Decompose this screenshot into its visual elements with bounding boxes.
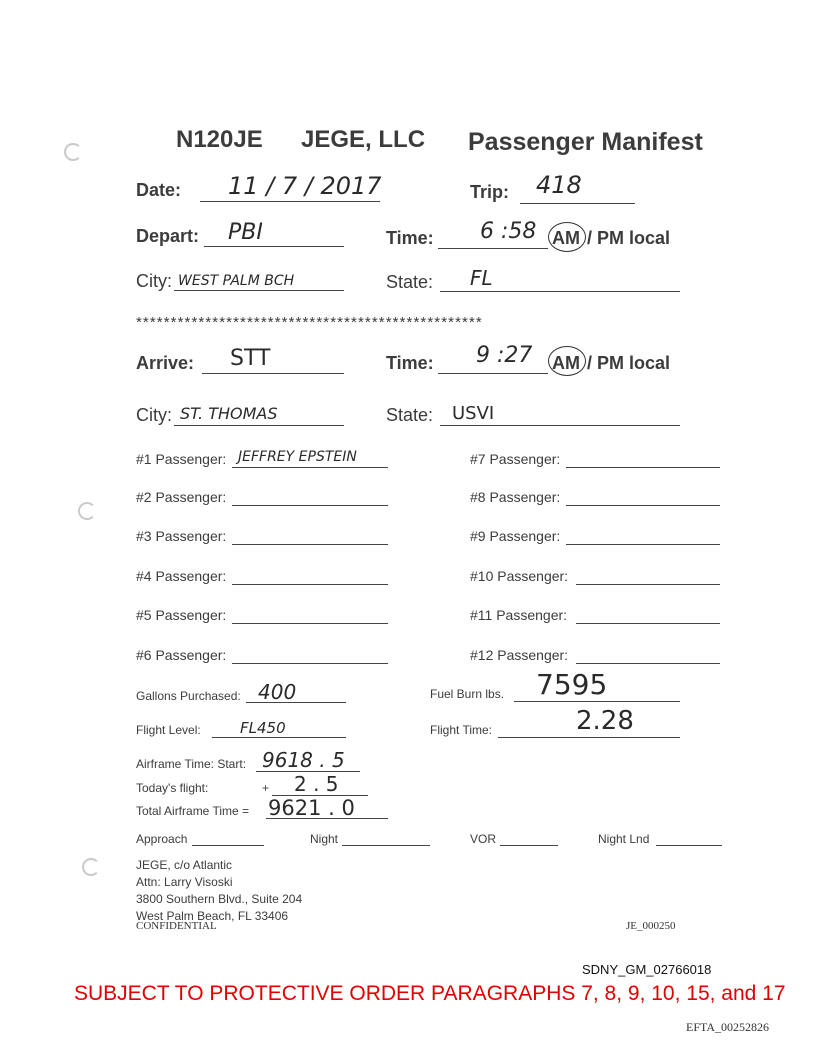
arrive-city-value: ST. THOMAS — [180, 404, 278, 423]
company-name: JEGE, LLC — [301, 126, 426, 153]
today-flight-value: 2 . 5 — [294, 772, 339, 796]
passenger-5-label: #5 Passenger: — [136, 607, 227, 623]
arrive-city-label: City: — [136, 405, 172, 425]
passenger-1-label: #1 Passenger: — [136, 451, 227, 467]
gallons-label: Gallons Purchased: — [136, 689, 241, 703]
address-line-2: Attn: Larry Visoski — [136, 875, 233, 889]
today-flight-label: Today's flight: — [136, 781, 209, 795]
passenger-4-label: #4 Passenger: — [136, 568, 227, 584]
protective-order-notice: SUBJECT TO PROTECTIVE ORDER PARAGRAPHS 7, 8, 9, 10, 15, and 17 — [74, 982, 786, 1005]
depart-value: PBI — [228, 220, 263, 245]
passenger-8-label: #8 Passenger: — [470, 489, 561, 505]
passenger-3-label: #3 Passenger: — [136, 528, 227, 544]
airframe-start-value: 9618 . 5 — [262, 748, 345, 772]
arrive-state-label: State: — [386, 405, 434, 425]
passenger-6-label: #6 Passenger: — [136, 647, 227, 663]
fuel-burn-value: 7595 — [536, 668, 608, 701]
passenger-10-label: #10 Passenger: — [470, 568, 569, 584]
depart-time-label: Time: — [386, 228, 434, 248]
flight-time-label: Flight Time: — [430, 723, 493, 737]
confidential-stamp: CONFIDENTIAL — [136, 920, 217, 932]
efta-number: EFTA_00252826 — [686, 1020, 770, 1034]
address-line-1: JEGE, c/o Atlantic — [136, 858, 233, 872]
airframe-start-label: Airframe Time: Start: — [136, 757, 247, 771]
form-title: Passenger Manifest — [468, 128, 703, 156]
passenger-9-label: #9 Passenger: — [470, 528, 561, 544]
arrive-am: AM — [552, 353, 580, 373]
address-line-4: West Palm Beach, FL 33406 — [136, 909, 289, 923]
date-value: 11 / 7 / 2017 — [228, 172, 382, 200]
depart-label: Depart: — [136, 226, 200, 246]
depart-pm-local: / PM local — [587, 228, 671, 248]
arrive-pm-local: / PM local — [587, 353, 671, 373]
flight-time-value: 2.28 — [576, 706, 634, 736]
total-airframe-label: Total Airframe Time = — [136, 804, 250, 818]
flight-level-label: Flight Level: — [136, 723, 201, 737]
sdny-number: SDNY_GM_02766018 — [582, 962, 712, 977]
arrive-value: STT — [230, 346, 271, 371]
passenger-2-label: #2 Passenger: — [136, 489, 227, 505]
depart-city-label: City: — [136, 271, 172, 291]
trip-value: 418 — [536, 171, 582, 199]
arrive-time-value: 9 :27 — [476, 343, 533, 368]
tail-number: N120JE — [176, 126, 263, 153]
passenger-7-label: #7 Passenger: — [470, 451, 561, 467]
today-flight-plus: + — [262, 781, 270, 795]
depart-city-value: WEST PALM BCH — [178, 273, 295, 289]
arrive-time-label: Time: — [386, 353, 434, 373]
passenger-11-label: #11 Passenger: — [470, 607, 568, 623]
trip-label: Trip: — [470, 182, 509, 202]
depart-am: AM — [552, 228, 580, 248]
depart-time-value: 6 :58 — [480, 219, 537, 244]
punch-hole-bottom — [82, 858, 100, 876]
passenger-12-label: #12 Passenger: — [470, 647, 569, 663]
separator: ************************************************** — [136, 314, 483, 331]
passenger-1-value: JEFFREY EPSTEIN — [238, 449, 357, 465]
arrive-state-value: USVI — [452, 403, 495, 424]
total-airframe-value: 9621 . 0 — [268, 796, 355, 820]
address-line-3: 3800 Southern Blvd., Suite 204 — [136, 892, 303, 906]
punch-hole-middle — [78, 502, 96, 520]
gallons-value: 400 — [258, 680, 297, 704]
vor-label: VOR — [470, 832, 497, 846]
depart-state-value: FL — [470, 266, 493, 290]
night-label: Night — [310, 832, 339, 846]
je-number: JE_000250 — [626, 920, 676, 932]
arrive-label: Arrive: — [136, 353, 195, 373]
flight-level-value: FL450 — [240, 719, 286, 737]
approach-label: Approach — [136, 832, 188, 846]
punch-hole-top — [64, 143, 82, 161]
date-label: Date: — [136, 180, 182, 200]
depart-state-label: State: — [386, 272, 434, 292]
fuel-burn-label: Fuel Burn lbs. — [430, 687, 505, 701]
night-lnd-label: Night Lnd — [598, 832, 650, 846]
